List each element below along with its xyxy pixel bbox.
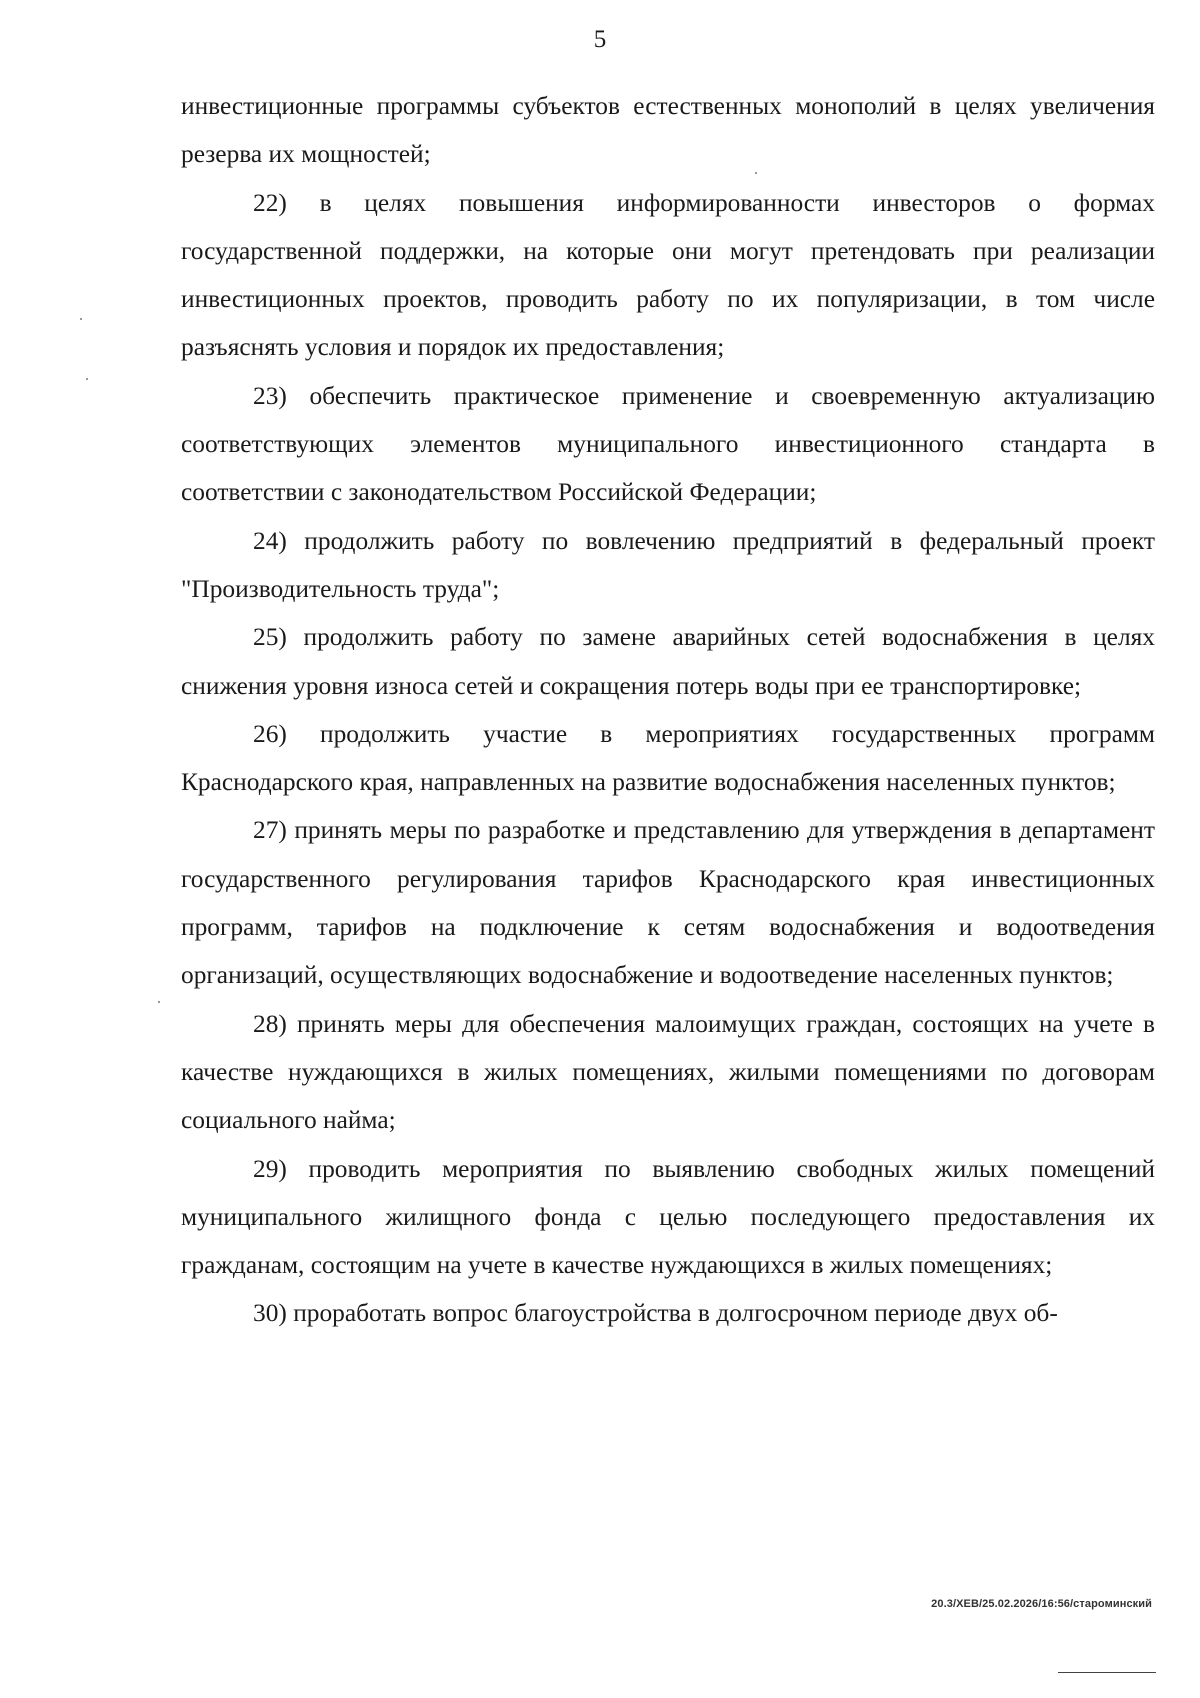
- page-number: 5: [593, 26, 607, 53]
- document-body: [181, 82, 1155, 1338]
- paragraph-item-28: 28) принять меры для обеспечения малоимущих граждан, состоящих на учете в качестве нуждающихся в жилых помещениях, жилыми помещениями по договорам социального найма;: [181, 1009, 1155, 1135]
- scan-speck: [755, 172, 757, 174]
- paragraph-item-24: 24) продолжить работу по вовлечению предприятий в федеральный проект "Производительность труда";: [181, 526, 1155, 603]
- scan-speck: [158, 1001, 160, 1003]
- bottom-rule: [1058, 1672, 1156, 1673]
- paragraph-item-25: 25) продолжить работу по замене аварийных сетей водоснабжения в целях снижения уровня износа сетей и сокращения потерь воды при ее транспортировке;: [181, 623, 1155, 700]
- scan-speck: [86, 378, 88, 380]
- paragraph-item-27: 27) принять меры по разработке и представлению для утверждения в департамент государственного регулирования тарифов Краснодарского края инвестиционных программ, тарифов на подключение к сетям водоснабжения и водоотведения организаций, осуществляющих водоснабжение и водоотведение населенных пунктов;: [181, 816, 1155, 990]
- paragraph-item-22: 22) в целях повышения информированности инвесторов о формах государственной поддержки, на которые они могут претендовать при реализации инвестиционных проектов, проводить работу по их популяризации, в том числе разъяснять условия и порядок их предоставления;: [181, 188, 1155, 362]
- paragraph-continuation: инвестиционные программы субъектов естественных монополий в целях увеличения резерва их мощностей;: [181, 92, 1155, 169]
- registration-stamp: 20.3/ХЕВ/25.02.2026/16:56/староминский: [931, 1598, 1152, 1610]
- paragraph-item-29: 29) проводить мероприятия по выявлению свободных жилых помещений муниципального жилищного фонда с целью последующего предоставления их гражданам, состоящим на учете в качестве нуждающихся в жилых помещениях;: [181, 1154, 1155, 1280]
- paragraph-item-30: 30) проработать вопрос благоустройства в долгосрочном периоде двух об-: [253, 1299, 1058, 1328]
- scan-speck: [80, 318, 82, 320]
- paragraph-item-23: 23) обеспечить практическое применение и своевременную актуализацию соответствующих элементов муниципального инвестиционного стандарта в соответствии с законодательством Российской Федерации;: [181, 381, 1155, 507]
- paragraph-item-26: 26) продолжить участие в мероприятиях государственных программ Краснодарского края, направленных на развитие водоснабжения населенных пунктов;: [181, 719, 1155, 797]
